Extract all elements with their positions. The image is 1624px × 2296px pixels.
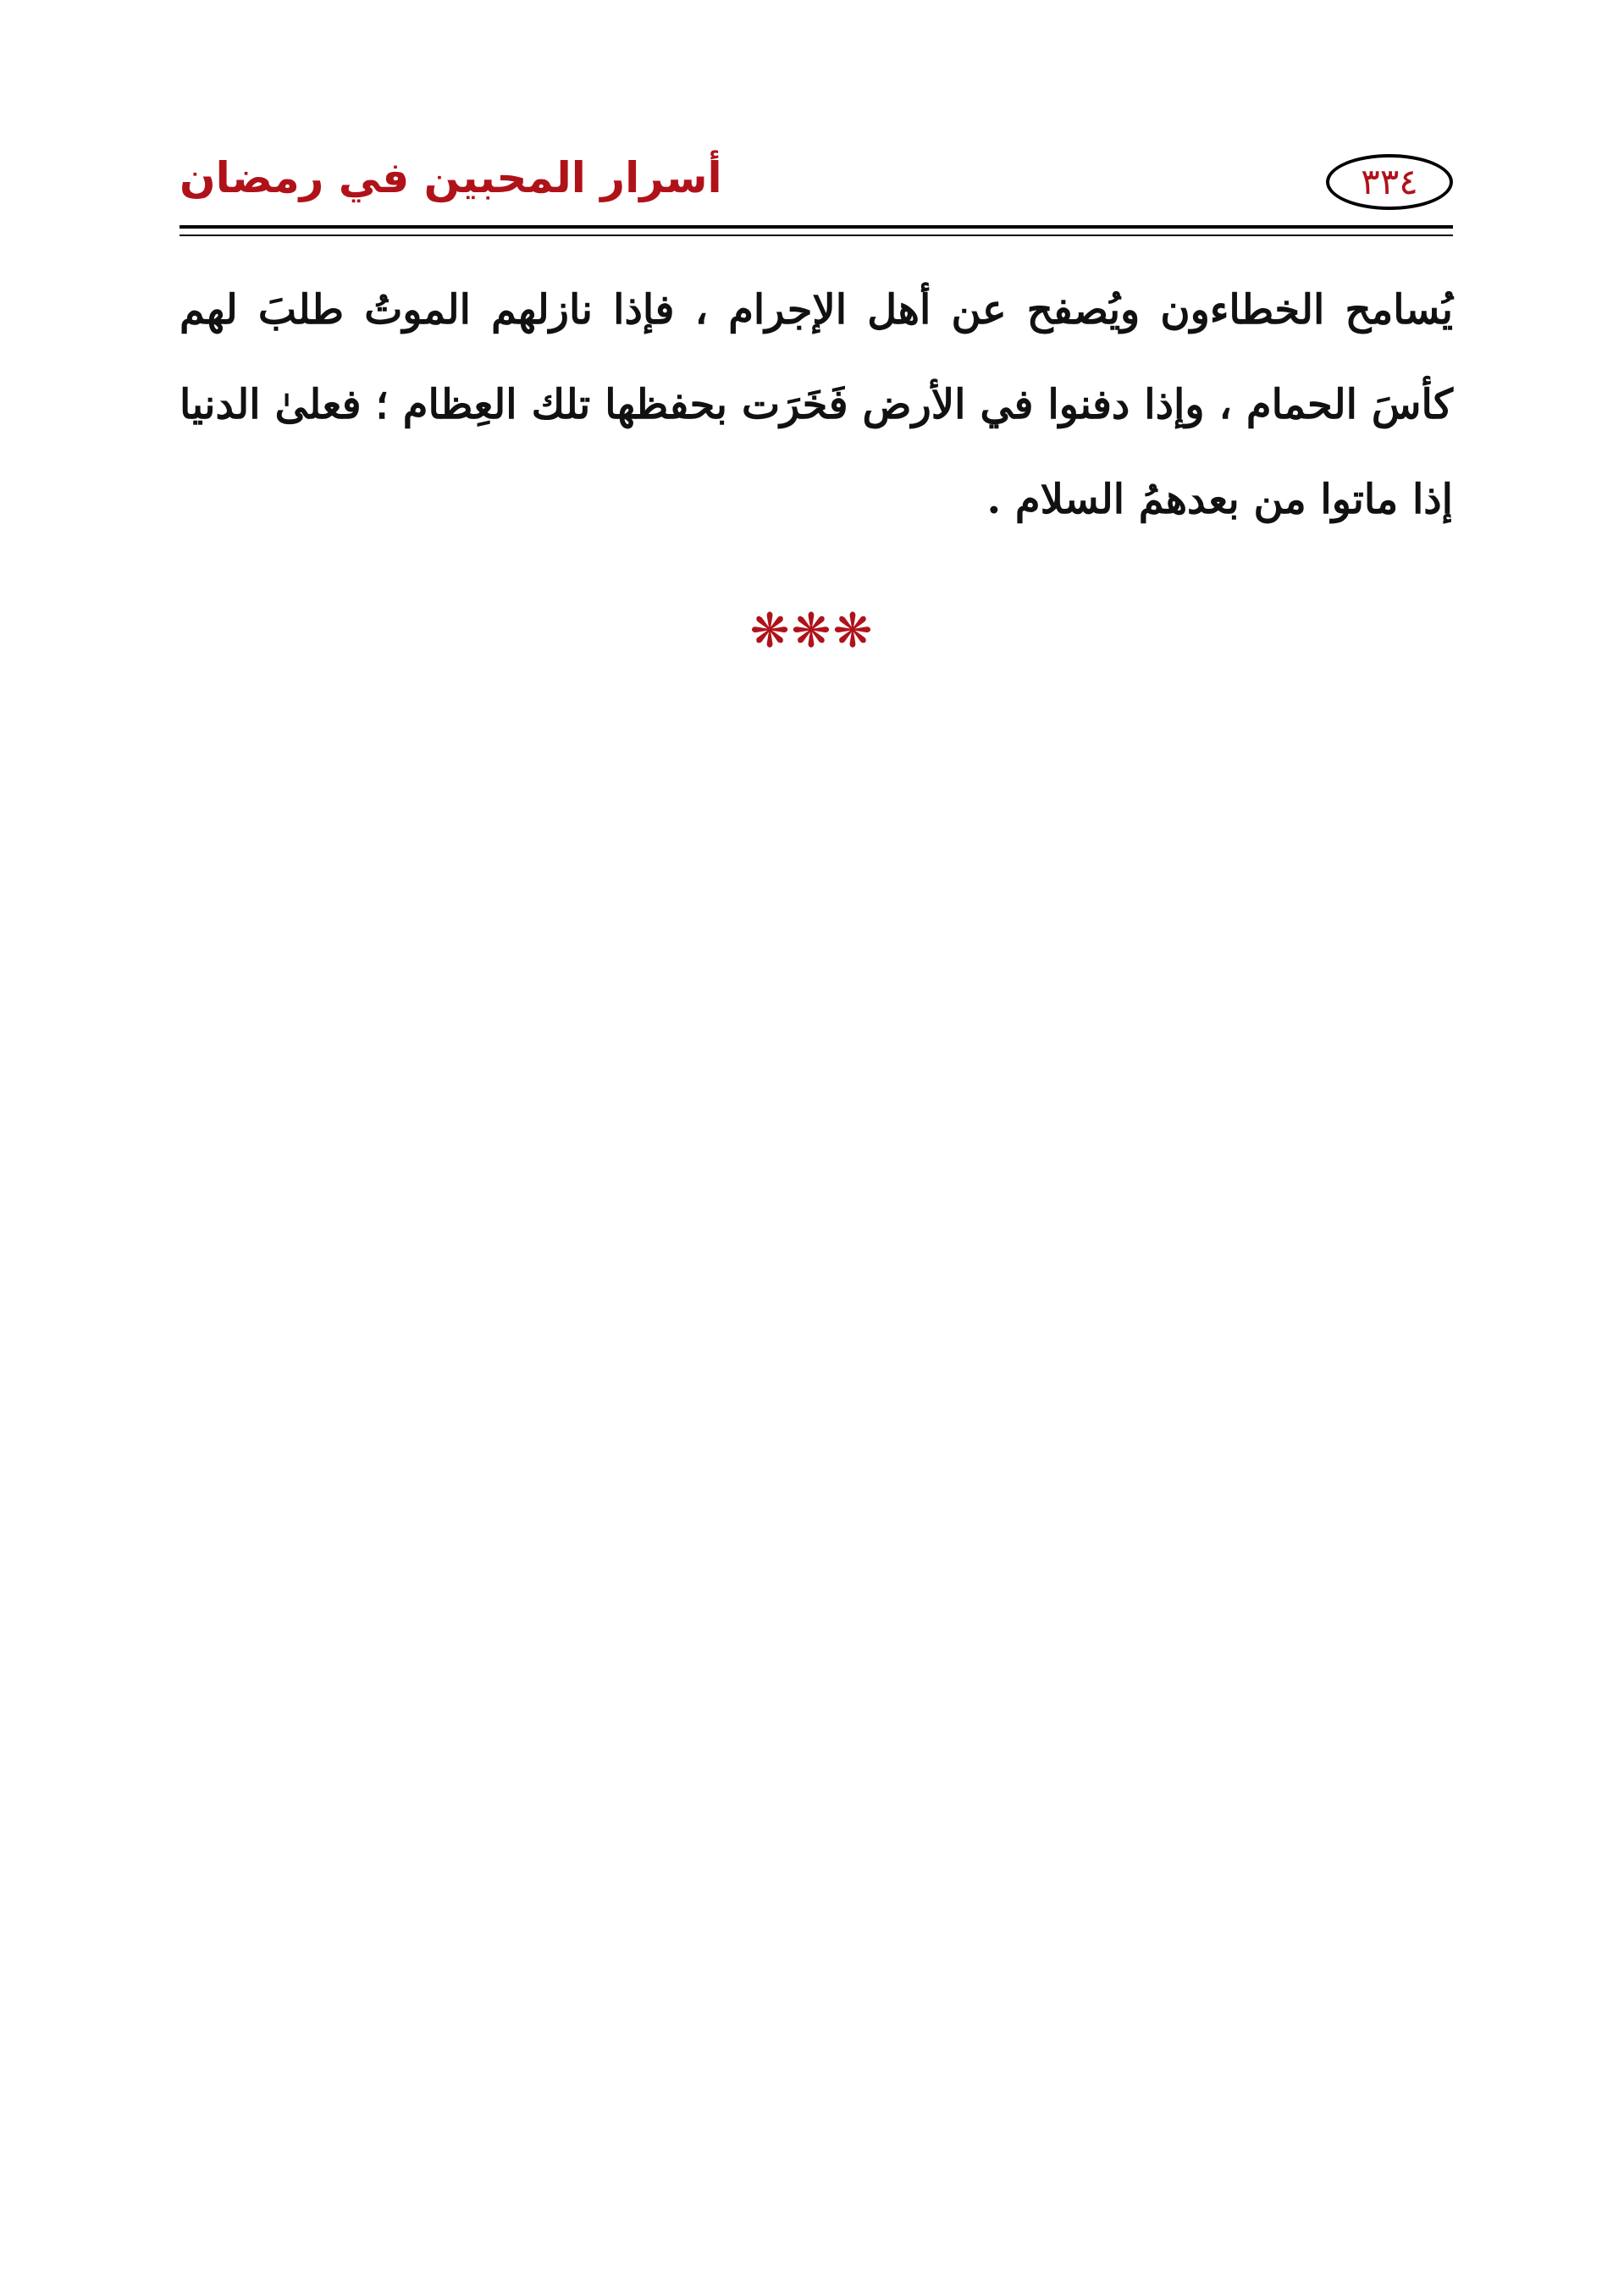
body-paragraph: يُسامح الخطاءون ويُصفح عن أهل الإجرام ، فإذا نازلهم الموتُ طلبَ لهم كأسَ الحمام ، وإذا دفنوا في الأرض فَخَرَت بحفظها تلك العِظام ؛ فعلىٰ الدنيا إذا ماتوا من بعدهمُ السلام . bbox=[180, 286, 1453, 523]
page-number-badge bbox=[1326, 154, 1453, 210]
header-rule-thin bbox=[180, 235, 1453, 236]
book-title: أسرار المحبين في رمضان bbox=[180, 153, 722, 202]
page-number: ٣٣٤ bbox=[1361, 161, 1418, 202]
header-rule-thick bbox=[180, 225, 1453, 229]
page-header bbox=[180, 152, 1453, 229]
section-separator: ❋❋❋ bbox=[749, 604, 875, 659]
